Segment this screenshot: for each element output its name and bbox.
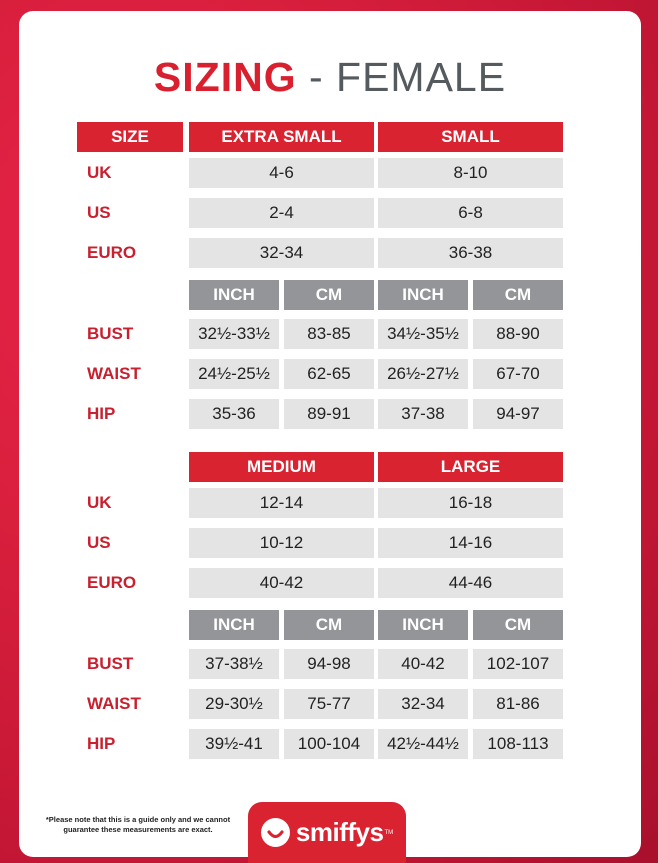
row-label-euro: EURO: [87, 573, 137, 592]
disclaimer-note: *Please note that this is a guide only and we cannot guarantee these measurements are exact.: [45, 815, 231, 834]
unit-header-cm: CM: [284, 280, 374, 310]
unit-header-cm: CM: [284, 610, 374, 640]
size-header: SMALL: [378, 122, 563, 152]
measurement-value: 81-86: [473, 689, 563, 719]
row-label-bust: BUST: [87, 324, 134, 343]
measurement-value: 26½-27½: [378, 359, 468, 389]
region-size-value: 16-18: [378, 488, 563, 518]
measurement-value: 34½-35½: [378, 319, 468, 349]
region-size-value: 2-4: [189, 198, 374, 228]
row-label-waist: WAIST: [87, 694, 141, 713]
region-size-value: 32-34: [189, 238, 374, 268]
row-label-hip: HIP: [87, 404, 116, 423]
measurement-value: 32-34: [378, 689, 468, 719]
title-strong: SIZING: [153, 54, 297, 100]
measurement-value: 94-97: [473, 399, 563, 429]
unit-header-cm: CM: [473, 280, 563, 310]
measurement-value: 67-70: [473, 359, 563, 389]
measurement-value: 37-38½: [189, 649, 279, 679]
smiffys-logo: [248, 802, 406, 863]
size-header: LARGE: [378, 452, 563, 482]
smiley-icon: [261, 818, 290, 847]
row-label-bust: BUST: [87, 654, 134, 673]
row-label-waist: WAIST: [87, 364, 141, 383]
unit-header-inch: INCH: [189, 610, 279, 640]
measurement-value: 100-104: [284, 729, 374, 759]
size-chart-card: [19, 11, 641, 857]
logo-text: smiffys: [295, 817, 384, 847]
region-size-value: 8-10: [378, 158, 563, 188]
row-label-uk: UK: [87, 493, 112, 512]
region-size-value: 14-16: [378, 528, 563, 558]
measurement-value: 108-113: [473, 729, 563, 759]
region-size-value: 12-14: [189, 488, 374, 518]
title-rest: - FEMALE: [296, 54, 507, 100]
measurement-value: 39½-41: [189, 729, 279, 759]
measurement-value: 62-65: [284, 359, 374, 389]
unit-header-inch: INCH: [189, 280, 279, 310]
unit-header-inch: INCH: [378, 280, 468, 310]
region-size-value: 44-46: [378, 568, 563, 598]
measurement-value: 35-36: [189, 399, 279, 429]
measurement-value: 89-91: [284, 399, 374, 429]
unit-header-cm: CM: [473, 610, 563, 640]
measurement-value: 94-98: [284, 649, 374, 679]
measurement-value: 83-85: [284, 319, 374, 349]
row-label-euro: EURO: [87, 243, 137, 262]
row-label-us: US: [87, 203, 111, 222]
measurement-value: 102-107: [473, 649, 563, 679]
measurement-value: 88-90: [473, 319, 563, 349]
logo-trademark: TM: [384, 829, 394, 836]
region-size-value: 40-42: [189, 568, 374, 598]
measurement-value: 37-38: [378, 399, 468, 429]
region-size-value: 4-6: [189, 158, 374, 188]
measurement-value: 24½-25½: [189, 359, 279, 389]
measurement-value: 40-42: [378, 649, 468, 679]
row-label-uk: UK: [87, 163, 112, 182]
size-header: EXTRA SMALL: [189, 122, 374, 152]
measurement-value: 29-30½: [189, 689, 279, 719]
measurement-value: 32½-33½: [189, 319, 279, 349]
row-label-hip: HIP: [87, 734, 116, 753]
unit-header-inch: INCH: [378, 610, 468, 640]
page-title: [19, 52, 641, 102]
measurement-value: 42½-44½: [378, 729, 468, 759]
size-header: MEDIUM: [189, 452, 374, 482]
region-size-value: 6-8: [378, 198, 563, 228]
row-label-us: US: [87, 533, 111, 552]
measurement-value: 75-77: [284, 689, 374, 719]
size-column-header: SIZE: [77, 122, 183, 152]
region-size-value: 36-38: [378, 238, 563, 268]
region-size-value: 10-12: [189, 528, 374, 558]
